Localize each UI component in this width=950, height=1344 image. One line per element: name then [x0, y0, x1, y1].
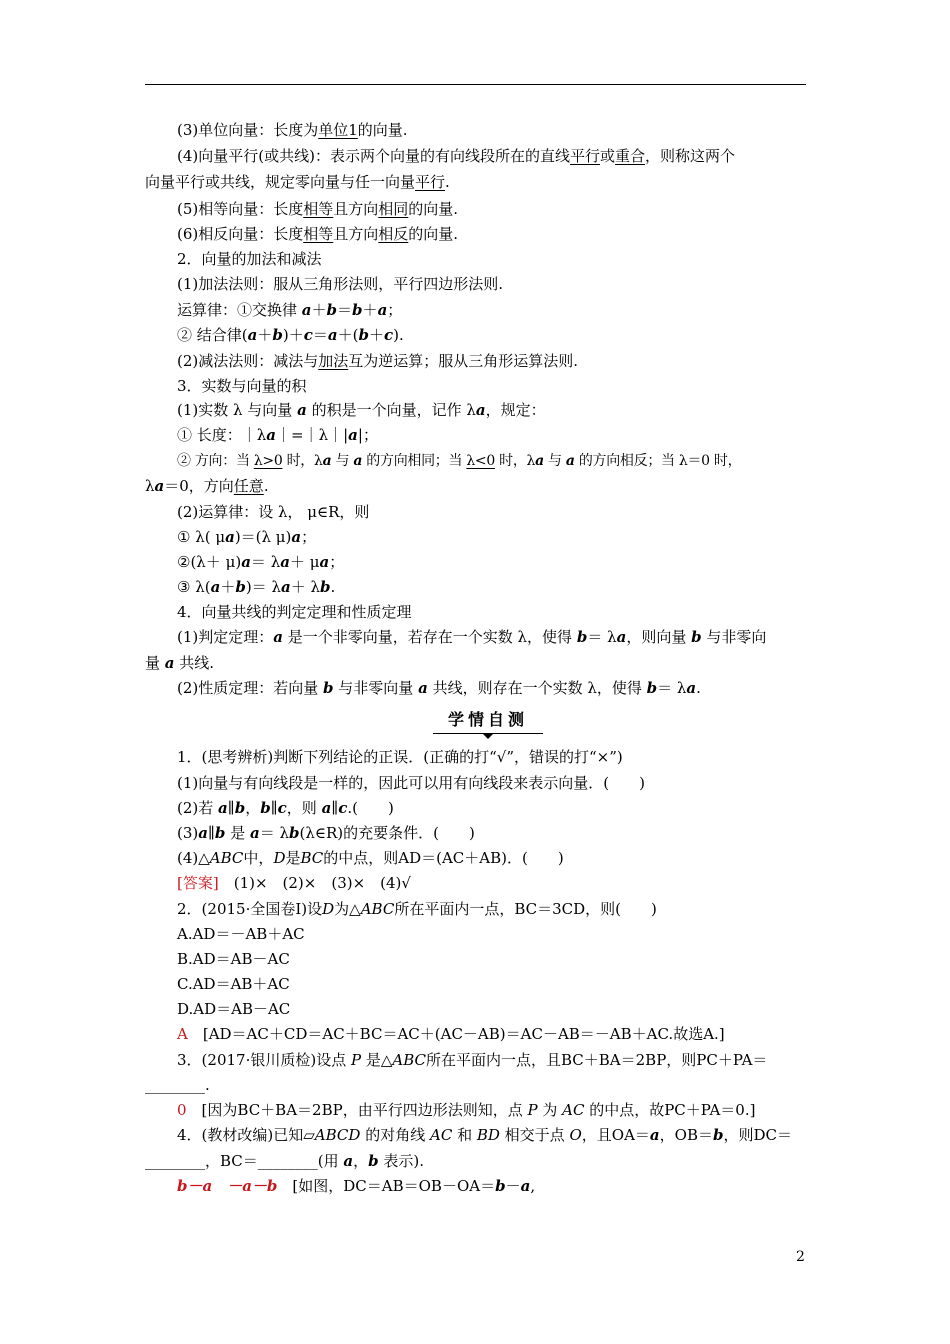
page-number: 2 — [796, 1249, 805, 1265]
line-property-theorem: (2)性质定理：若向量 b 与非零向量 a 共线，则存在一个实数 λ，使得 b＝ λa. — [177, 679, 701, 697]
section-title: 学情自测 — [447, 710, 528, 729]
question-2-answer: A [AD＝AC＋CD＝AC＋BC＝AC＋(AC－AB)＝AC－AB＝－AB＋AC.故选A.] — [177, 1025, 725, 1043]
line-equal-vector: (5)相等向量：长度相等且方向相同的向量. — [177, 200, 459, 218]
question-1-item-4: (4)△ABC中，D是BC的中点，则AD＝(AC＋AB)．( ) — [177, 849, 564, 867]
line-criterion-theorem-cont: 量 a 共线. — [145, 654, 215, 672]
line-scalar-length: ① 长度：｜λa｜=｜λ｜|a|； — [177, 426, 378, 444]
question-1: 1．(思考辨析)判断下列结论的正误．(正确的打“√”，错误的打“×”) — [177, 748, 623, 766]
line-scalar-laws: (2)运算律：设 λ， μ∈R，则 — [177, 503, 370, 521]
line-law-3: ③ λ(a＋b)＝ λa＋ λb. — [177, 578, 336, 596]
header-rule — [145, 84, 806, 85]
line-commutative: 运算律：①交换律 a＋b＝b＋a； — [177, 301, 403, 319]
question-1-item-2: (2)若 a∥b，b∥c，则 a∥c.( ) — [177, 799, 394, 817]
section-title-arrow-icon — [482, 733, 494, 739]
question-3-answer: 0 [因为BC＋BA＝2BP，由平行四边形法则知，点 P 为 AC 的中点，故PC＋PA＝0.] — [177, 1101, 756, 1119]
line-unit-vector: (3)单位向量：长度为单位1的向量. — [177, 121, 408, 139]
heading-collinear-theorems: 4．向量共线的判定定理和性质定理 — [177, 603, 412, 621]
question-1-item-1: (1)向量与有向线段是一样的，因此可以用有向线段来表示向量．( ) — [177, 774, 645, 792]
heading-add-sub: 2．向量的加法和减法 — [177, 250, 322, 268]
question-2-option-c: C.AD＝AB＋AC — [177, 975, 290, 993]
line-opposite-vector: (6)相反向量：长度相等且方向相反的向量. — [177, 225, 459, 243]
line-scalar-direction-cont: λa＝0，方向任意. — [145, 477, 269, 495]
question-2: 2．(2015·全国卷Ⅰ)设D为△ABC所在平面内一点，BC＝3CD，则( ) — [177, 900, 657, 918]
question-2-option-d: D.AD＝AB－AC — [177, 1000, 291, 1018]
question-3-blank: ________. — [145, 1076, 210, 1094]
question-1-item-3: (3)a∥b 是 a＝ λb(λ∈R)的充要条件．( ) — [177, 824, 475, 842]
question-4: 4．(教材改编)已知▱ABCD 的对角线 AC 和 BD 相交于点 O，且OA＝a，OB＝b，则DC＝ — [177, 1126, 792, 1144]
line-criterion-theorem: (1)判定定理：a 是一个非零向量，若存在一个实数 λ，使得 b＝ λa，则向量 b 与非零向 — [177, 628, 767, 646]
heading-scalar-product: 3．实数与向量的积 — [177, 377, 307, 395]
question-4-answer: b－a －a－b [如图，DC＝AB＝OB－OA＝b－a, — [177, 1177, 536, 1195]
line-parallel-vector: (4)向量平行(或共线)：表示两个向量的有向线段所在的直线平行或重合，则称这两个 — [177, 147, 736, 165]
question-4-cont: ________，BC＝________(用 a，b 表示). — [145, 1152, 425, 1170]
line-law-2: ②(λ＋ μ)a＝ λa＋ μa； — [177, 553, 345, 571]
line-parallel-vector-cont: 向量平行或共线，规定零向量与任一向量平行. — [145, 173, 450, 191]
question-3: 3．(2017·银川质检)设点 P 是△ABC所在平面内一点，且BC＋BA＝2BP，则PC＋PA＝ — [177, 1051, 768, 1069]
line-law-1: ① λ( μa)＝(λ μ)a； — [177, 528, 317, 546]
line-subtraction-rule: (2)减法法则：减法与加法互为逆运算；服从三角形运算法则. — [177, 352, 579, 370]
question-1-answer: [答案] (1)× (2)× (3)× (4)√ — [177, 874, 411, 892]
question-2-option-a: A.AD＝－AB＋AC — [177, 925, 305, 943]
line-scalar-direction: ② 方向：当 λ>0 时，λa 与 a 的方向相同；当 λ<0 时，λa 与 a 的方向相反；当 λ＝0 时， — [177, 453, 742, 469]
line-associative: ② 结合律(a＋b)＋c＝a＋(b＋c). — [177, 326, 404, 344]
line-addition-rule: (1)加法法则：服从三角形法则，平行四边形法则. — [177, 275, 504, 293]
question-2-option-b: B.AD＝AB－AC — [177, 950, 290, 968]
line-scalar-def: (1)实数 λ 与向量 a 的积是一个向量，记作 λa，规定： — [177, 401, 546, 419]
